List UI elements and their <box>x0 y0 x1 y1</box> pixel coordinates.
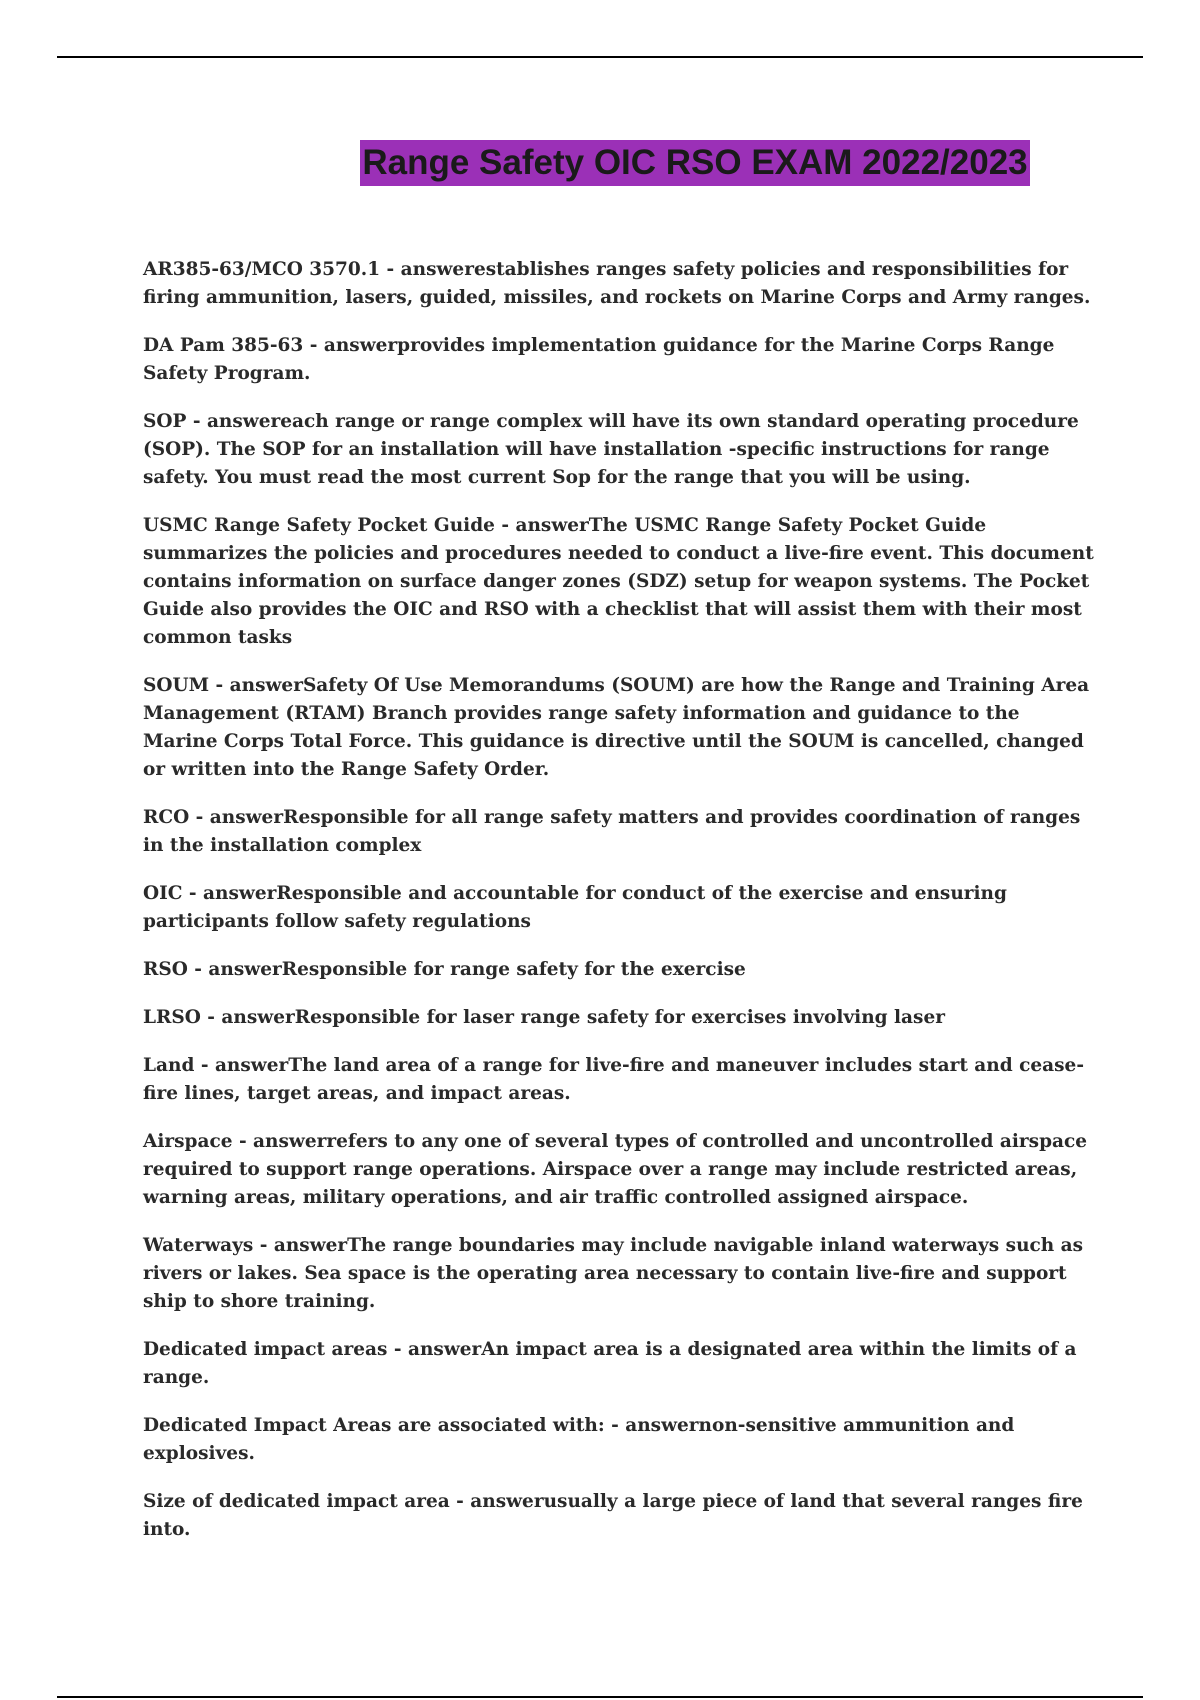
entry-ar385: AR385-63/MCO 3570.1 - answerestablishes ranges safety policies and responsibilities for firing ammunition, lasers, guided, missiles, and rockets on Marine Corps and Army ranges. <box>143 259 1091 308</box>
flashcard-list <box>143 256 1098 1564</box>
entry-dedicated-impact-areas: Dedicated impact areas - answerAn impact area is a designated area within the limits of a range. <box>143 1339 1077 1388</box>
entry-oic: OIC - answerResponsible and accountable for conduct of the exercise and ensuring participants follow safety regulations <box>143 883 1007 932</box>
bottom-rule <box>57 1696 1143 1698</box>
entry-soum: SOUM - answerSafety Of Use Memorandums (SOUM) are how the Range and Training Area Management (RTAM) Branch provides range safety information and guidance to the Marine Corps Total Force. This guidance is directive until the SOUM is cancelled, changed or written into the Range Safety Order. <box>143 675 1090 780</box>
entry-pocket-guide: USMC Range Safety Pocket Guide - answerThe USMC Range Safety Pocket Guide summarizes the policies and procedures needed to conduct a live-fire event. This document contains information on surface danger zones (SDZ) setup for weapon systems. The Pocket Guide also provides the OIC and RSO with a checklist that will assist them with their most common tasks <box>143 515 1094 648</box>
entry-impact-area-size: Size of dedicated impact area - answerusually a large piece of land that several ranges fire into. <box>143 1491 1083 1540</box>
entry-impact-areas-associated: Dedicated Impact Areas are associated with: - answernon-sensitive ammunition and explosives. <box>143 1415 1015 1464</box>
entry-waterways: Waterways - answerThe range boundaries may include navigable inland waterways such as rivers or lakes. Sea space is the operating area necessary to contain live-fire and support ship to shore training. <box>143 1235 1084 1312</box>
entry-sop: SOP - answereach range or range complex will have its own standard operating procedure (SOP). The SOP for an installation will have installation -specific instructions for range safety. You must read the most current Sop for the range that you will be using. <box>143 411 1079 488</box>
entry-rso: RSO - answerResponsible for range safety for the exercise <box>143 959 746 980</box>
title-container <box>0 140 1200 186</box>
entry-airspace: Airspace - answerrefers to any one of several types of controlled and uncontrolled airspace required to support range operations. Airspace over a range may include restricted areas, warning areas, military operations, and air traffic controlled assigned airspace. <box>143 1131 1088 1208</box>
entry-da-pam: DA Pam 385-63 - answerprovides implementation guidance for the Marine Corps Range Safety Program. <box>143 335 1055 384</box>
entry-lrso: LRSO - answerResponsible for laser range safety for exercises involving laser <box>143 1007 945 1028</box>
entry-rco: RCO - answerResponsible for all range safety matters and provides coordination of ranges in the installation complex <box>143 807 1081 856</box>
document-title: Range Safety OIC RSO EXAM 2022/2023 <box>360 140 1029 186</box>
top-rule <box>57 56 1143 58</box>
entry-land: Land - answerThe land area of a range for live-fire and maneuver includes start and cease-fire lines, target areas, and impact areas. <box>143 1055 1084 1104</box>
